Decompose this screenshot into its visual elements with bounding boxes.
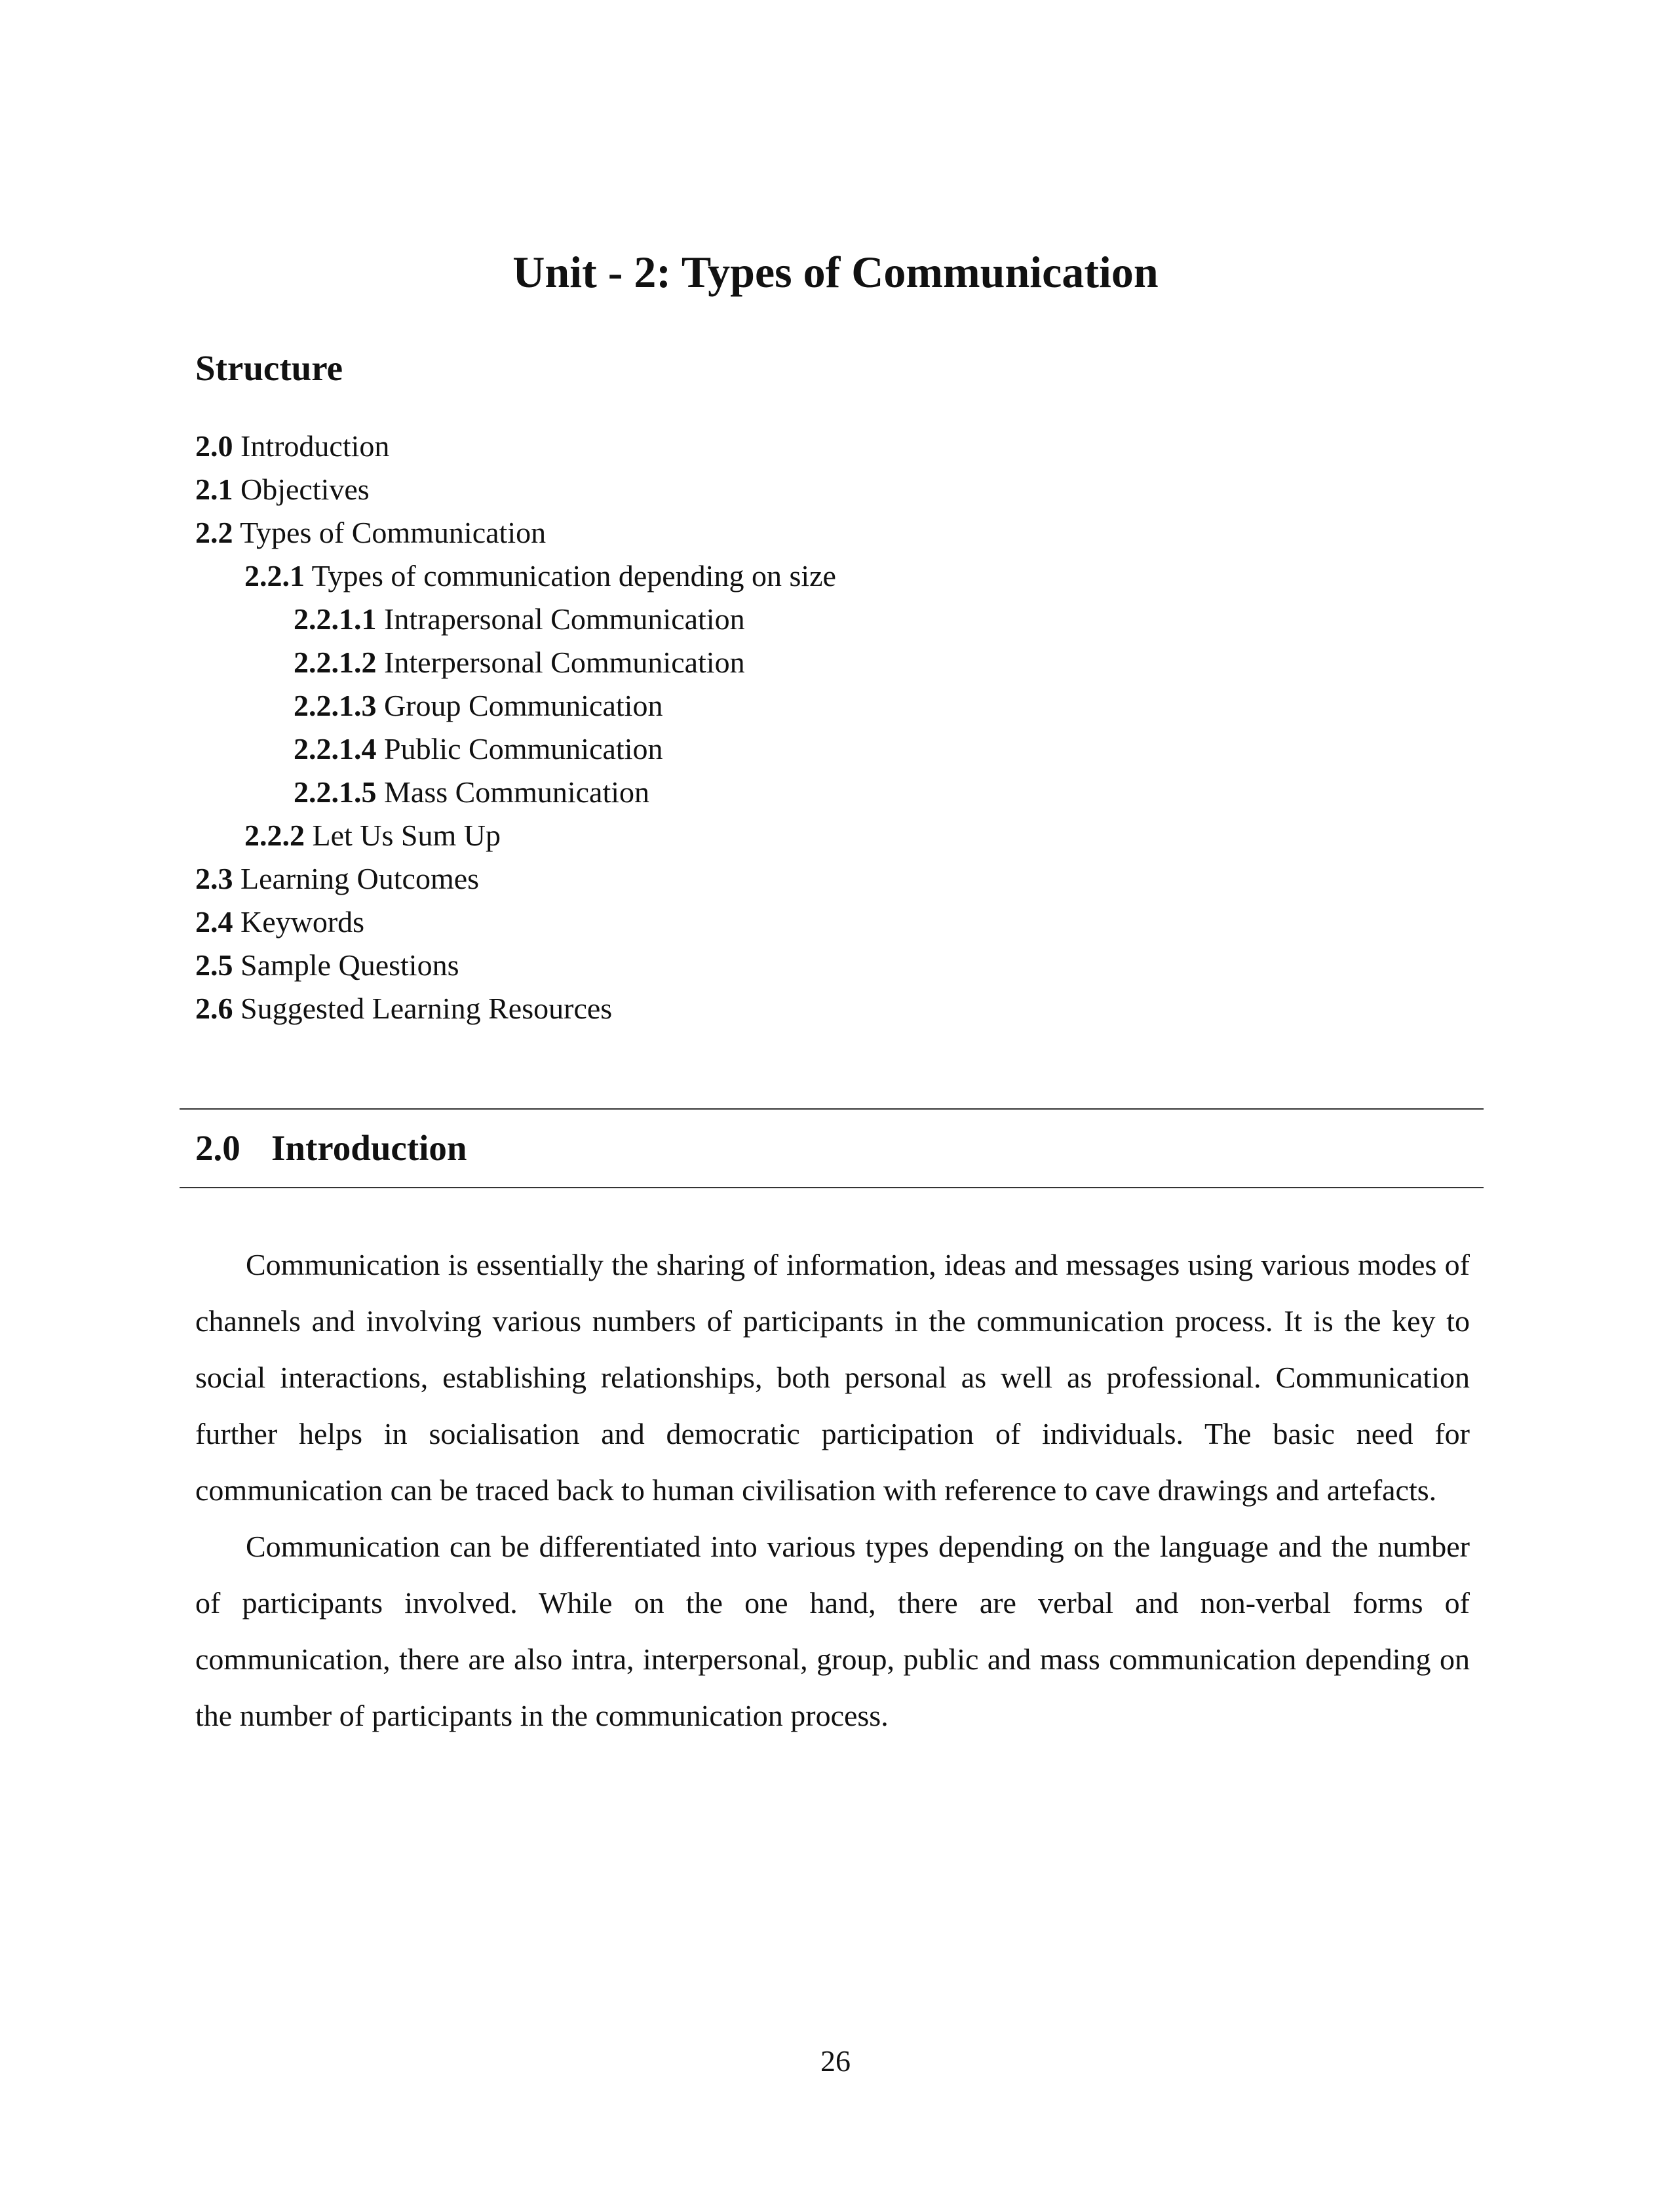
toc-item-number: 2.2.1.3 [294,689,377,722]
toc-item-number: 2.2 [195,516,233,549]
toc-item-label: Interpersonal Communication [376,646,745,679]
toc-item-label: Suggested Learning Resources [233,992,613,1025]
paragraph: Communication is essentially the sharing of information, ideas and messages using various modes of channels and involving various numbers of participants in the communication process. It is the key to social interactions, establishing relationships, both personal as well as professional. Communication further helps in socialisation and democratic participation of individuals. The basic need for communication can be traced back to human civilisation with reference to cave drawings and artefacts. [195,1248,1470,1507]
toc-item [195,598,836,641]
toc-item-label: Keywords [233,905,365,939]
structure-list [195,425,836,1030]
toc-item [195,814,836,857]
unit-title: Unit - 2: Types of Communication [512,247,1159,297]
toc-item-number: 2.2.1.5 [294,775,377,809]
toc-item-label: Sample Questions [233,948,459,982]
structure-heading: Structure [195,348,343,388]
toc-item-label: Learning Outcomes [233,862,480,895]
toc-item-number: 2.2.1.1 [294,602,377,636]
toc-item [195,511,836,554]
toc-item-label: Types of communication depending on size [305,559,836,592]
introduction-body [195,1237,1470,1744]
toc-item [195,425,836,468]
toc-item-label: Group Communication [376,689,663,722]
toc-item-number: 2.3 [195,862,233,895]
toc-item-label: Intrapersonal Communication [376,602,745,636]
toc-item [195,684,836,728]
toc-item [195,857,836,901]
toc-item-label: Introduction [233,429,390,463]
toc-item [195,641,836,684]
section-divider-bottom [180,1187,1484,1188]
toc-item-number: 2.4 [195,905,233,939]
toc-item-number: 2.6 [195,992,233,1025]
toc-item [195,901,836,944]
section-title: Introduction [271,1128,467,1168]
paragraph: Communication can be differentiated into various types depending on the language and the number of participants involved. While on the one hand, there are verbal and non-verbal forms of communication, there are also intra, interpersonal, group, public and mass communication depending on the number of participants in the communication process. [195,1530,1470,1732]
toc-item-number: 2.2.1.2 [294,646,377,679]
toc-item-number: 2.2.1 [244,559,305,592]
section-divider-top [180,1108,1484,1110]
toc-item-number: 2.5 [195,948,233,982]
toc-item-label: Let Us Sum Up [305,819,501,852]
toc-item [195,944,836,987]
toc-item-label: Objectives [233,473,370,506]
section-number: 2.0 [195,1128,240,1168]
toc-item-number: 2.2.2 [244,819,305,852]
toc-item [195,554,836,598]
toc-item-label: Types of Communication [233,516,547,549]
toc-item [195,771,836,814]
toc-item [195,987,836,1030]
section-heading [195,1122,467,1174]
toc-item-number: 2.0 [195,429,233,463]
toc-item-label: Mass Communication [376,775,650,809]
page-number: 26 [820,2044,851,2078]
toc-item-number: 2.2.1.4 [294,732,377,766]
toc-item [195,728,836,771]
toc-item-number: 2.1 [195,473,233,506]
toc-item [195,468,836,511]
toc-item-label: Public Communication [376,732,663,766]
